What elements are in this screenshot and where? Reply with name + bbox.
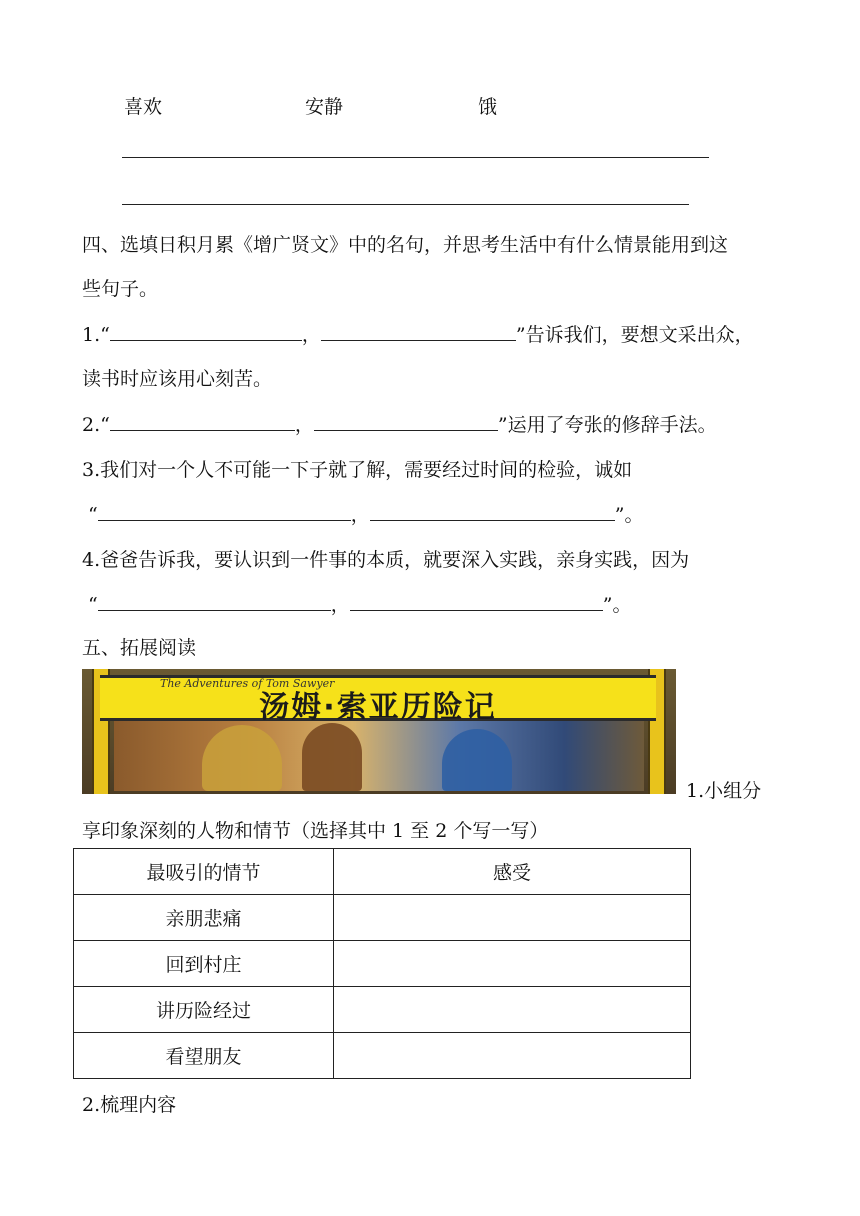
question-3-blank-b[interactable] (370, 502, 615, 521)
question-4-blank-a[interactable] (98, 592, 331, 611)
question-2-blank-a[interactable] (110, 412, 295, 431)
answer-line-1[interactable] (122, 157, 709, 158)
table-row (74, 895, 691, 941)
question-3-close-quote: ”。 (614, 504, 644, 526)
cover-figure-3 (442, 729, 512, 791)
section-5-question-2: 2.梳理内容 (82, 1094, 177, 1116)
table-cell-plot: 讲历险经过 (74, 987, 334, 1033)
question-1-tail: ”告诉我们，要想文采出众， (515, 324, 754, 346)
question-2-number: 2.“ (82, 414, 110, 436)
table-row (74, 1033, 691, 1079)
question-1 (82, 320, 754, 347)
question-4-open-quote: “ (88, 594, 98, 616)
table-row (74, 941, 691, 987)
word-3: 饿 (478, 96, 498, 118)
plot-feeling-table (73, 848, 691, 1079)
word-2: 安静 (305, 96, 344, 118)
question-1-number: 1.“ (82, 324, 110, 346)
question-3-open-quote: “ (88, 504, 98, 526)
table-cell-feeling[interactable] (334, 941, 691, 987)
question-3-answer (88, 500, 643, 527)
question-3-blank-a[interactable] (98, 502, 351, 521)
section-5-heading: 五、拓展阅读 (82, 637, 197, 659)
table-header-row (74, 849, 691, 895)
question-1-separator: ， (301, 324, 321, 346)
cover-illustration (114, 719, 644, 791)
section-4-heading: 四、选填日积月累《增广贤文》中的名句，并思考生活中有什么情景能用到这 (82, 234, 729, 256)
question-2-blank-b[interactable] (314, 412, 498, 431)
question-2-tail: ”运用了夸张的修辞手法。 (497, 414, 717, 436)
cover-figure-2 (302, 723, 362, 791)
section-4-heading-cont: 些句子。 (82, 278, 159, 300)
answer-line-2[interactable] (122, 204, 689, 205)
question-4: 4.爸爸告诉我，要认识到一件事的本质，就要深入实践，亲身实践，因为 (82, 549, 690, 571)
table-cell-plot: 看望朋友 (74, 1033, 334, 1079)
table-row (74, 987, 691, 1033)
book-cover-image (82, 669, 676, 794)
cover-banner (100, 675, 656, 725)
table-cell-feeling[interactable] (334, 895, 691, 941)
question-1-blank-b[interactable] (321, 322, 516, 341)
section-5-question-1-start: 1.小组分 (686, 780, 762, 802)
question-3: 3.我们对一个人不可能一下子就了解，需要经过时间的检验，诚如 (82, 459, 633, 481)
table-cell-feeling[interactable] (334, 987, 691, 1033)
word-1: 喜欢 (124, 96, 163, 118)
question-1-blank-a[interactable] (110, 322, 302, 341)
cover-subtitle: The Adventures of Tom Sawyer (160, 677, 335, 690)
table-header-feeling: 感受 (334, 849, 691, 895)
question-4-separator: ， (330, 594, 350, 616)
question-2-separator: ， (294, 414, 314, 436)
question-2 (82, 410, 717, 437)
table-cell-plot: 亲朋悲痛 (74, 895, 334, 941)
table-cell-feeling[interactable] (334, 1033, 691, 1079)
question-4-answer (88, 590, 631, 617)
cover-title: 汤姆·索亚历险记 (259, 690, 497, 725)
table-header-plot: 最吸引的情节 (74, 849, 334, 895)
question-4-close-quote: ”。 (602, 594, 632, 616)
table-cell-plot: 回到村庄 (74, 941, 334, 987)
section-5-question-1-cont: 享印象深刻的人物和情节（选择其中 1 至 2 个写一写） (82, 820, 549, 842)
question-1-cont: 读书时应该用心刻苦。 (82, 368, 273, 390)
question-4-blank-b[interactable] (350, 592, 603, 611)
question-3-separator: ， (350, 504, 370, 526)
